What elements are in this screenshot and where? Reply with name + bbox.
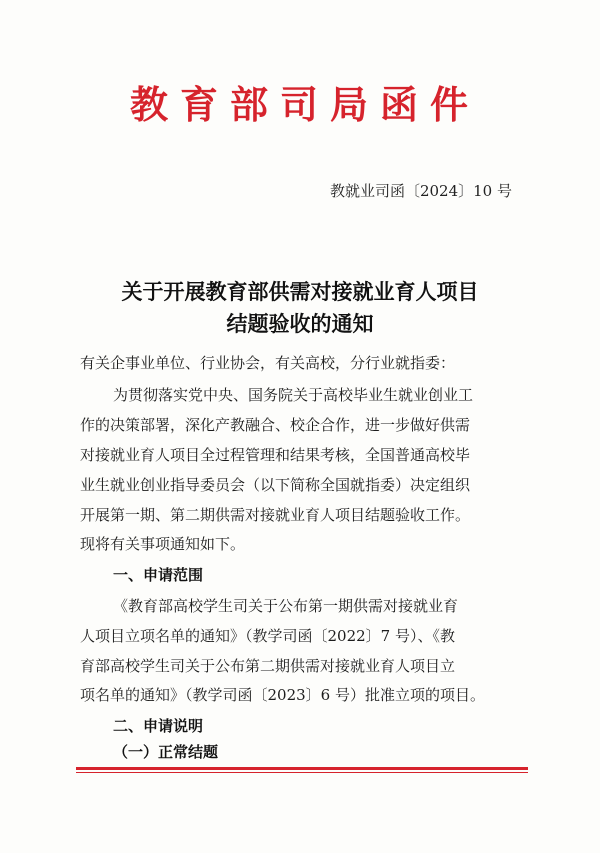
section-1-line: 育部高校学生司关于公布第二期供需对接就业育人项目立	[80, 657, 456, 675]
intro-line: 开展第一期、第二期供需对接就业育人项目结题验收工作。	[80, 506, 471, 524]
section-1-line: 人项目立项名单的通知》（教学司函〔2022〕7 号）、《教	[80, 627, 455, 645]
section-2-heading: 二、申请说明	[113, 717, 204, 735]
intro-line: 业生就业创业指导委员会（以下简称全国就指委）决定组织	[80, 476, 471, 494]
section-1-line: 《教育部高校学生司关于公布第一期供需对接就业育	[113, 597, 459, 615]
document-title-line-2: 结题验收的通知	[226, 312, 374, 336]
document-title-line-1: 关于开展教育部供需对接就业育人项目	[121, 280, 479, 304]
footer-red-rule-thick	[76, 767, 528, 770]
intro-line: 现将有关事项通知如下。	[80, 535, 246, 553]
intro-line: 作的决策部署，深化产教融合、校企合作，进一步做好供需	[80, 416, 471, 434]
masthead-title: 教育部司局函件	[129, 83, 480, 127]
footer-red-rule-thin	[76, 772, 528, 773]
intro-line: 对接就业育人项目全过程管理和结果考核，全国普通高校毕	[80, 446, 471, 464]
addressee: 有关企事业单位、行业协会，有关高校，分行业就指委：	[80, 354, 456, 372]
intro-line: 为贯彻落实党中央、国务院关于高校毕业生就业创业工	[113, 386, 474, 404]
section-2-subheading: （一）正常结题	[113, 743, 219, 761]
section-1-line: 项名单的通知》（教学司函〔2023〕6 号）批准立项的项目。	[80, 686, 485, 704]
document-number: 教就业司函〔2024〕10 号	[329, 182, 512, 200]
section-1-heading: 一、申请范围	[113, 566, 204, 584]
